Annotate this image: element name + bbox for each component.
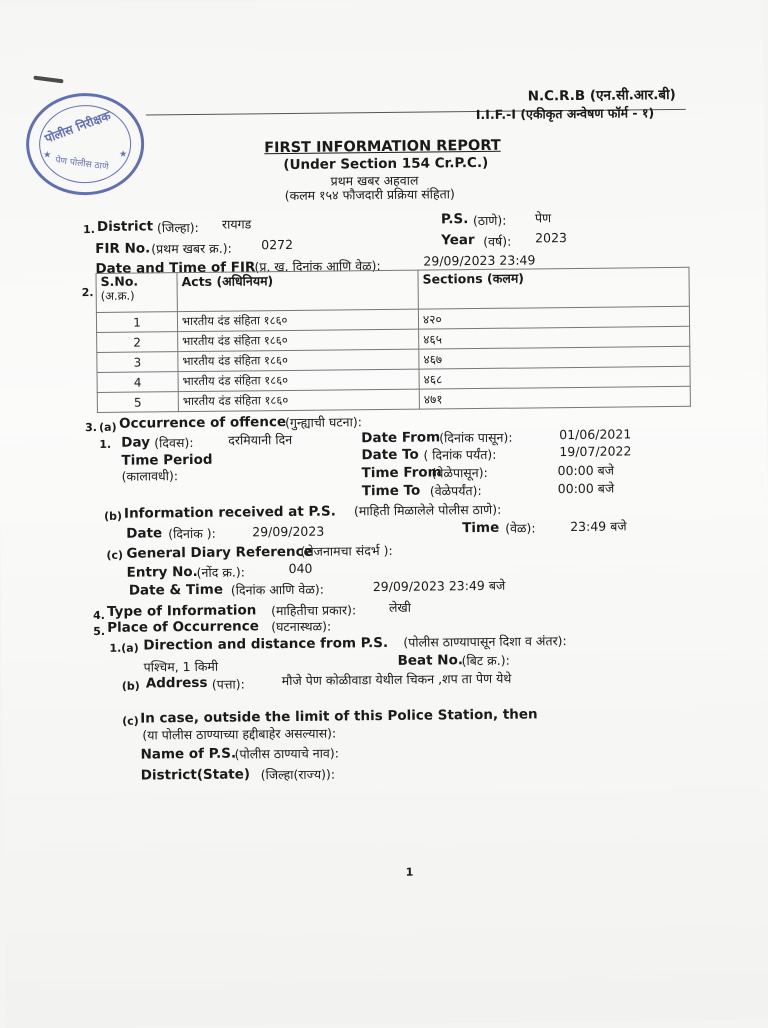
time-from-label-mr: (वेळेपासून):	[431, 464, 488, 481]
acts-table	[95, 267, 690, 413]
date-to-label-mr: ( दिनांक पर्यंत):	[423, 446, 497, 463]
day-label: Day	[121, 434, 151, 451]
occurrence-title: Occurrence of offence	[118, 414, 287, 432]
district-state-label: District(State)	[140, 766, 251, 784]
time-period-label-mr: (कालावधी):	[121, 468, 179, 484]
fir-datetime-label: Date and Time of FIR	[95, 259, 256, 278]
sno-cell: 5	[97, 392, 178, 413]
fir-no-label-mr: (प्रथम खबर क्र.):	[151, 240, 232, 257]
info-time-label-mr: (वेळ):	[505, 520, 536, 536]
day-value: दरमियानी दिन	[228, 431, 293, 448]
info-date-label-mr: (दिनांक ):	[168, 525, 216, 542]
address-value: मौजे पेण कोळीवाडा येथील चिकन ,शप ता पेण येथे	[281, 670, 512, 689]
direction-value: पश्चिम, 1 किमी	[143, 658, 219, 675]
section-cell: ४६८	[419, 366, 690, 389]
section-3a-label: (a)	[99, 420, 117, 434]
info-date-label: Date	[126, 525, 163, 542]
section-3b-label: (b)	[103, 509, 123, 523]
section-3c-label: (c)	[106, 548, 124, 562]
act-cell: भारतीय दंड संहिता १८६०	[178, 349, 419, 372]
sno-cell: 3	[97, 352, 178, 373]
gd-reference-title-mr: (रोजनामचा संदर्भ ):	[300, 542, 393, 559]
district-label: District	[96, 218, 154, 235]
year-label: Year	[441, 232, 475, 249]
ps-value: पेण	[534, 210, 552, 226]
act-cell: भारतीय दंड संहिता १८६०	[178, 369, 419, 392]
date-to-label: Date To	[361, 446, 419, 464]
date-to-value: 19/07/2022	[559, 443, 632, 460]
info-type-label-mr: (माहितीचा प्रकार):	[270, 602, 357, 619]
sno-cell: 4	[97, 372, 178, 393]
district-state-label-mr: (जिल्हा(राज्य)):	[260, 766, 336, 783]
info-received-title-mr: (माहिती मिळालेले पोलीस ठाणे):	[353, 501, 502, 519]
date-from-value: 01/06/2021	[559, 426, 632, 443]
iif-label: I.I.F.-I (एकीकृत अन्वेषण फॉर्म - १)	[475, 105, 655, 123]
report-subtitle-marathi: (कलम १५४ फौजदारी प्रक्रिया संहिता)	[284, 186, 455, 204]
sno-cell: 1	[96, 312, 177, 333]
time-to-label-mr: (वेळेपर्यंत):	[429, 482, 482, 499]
fir-no-label: FIR No.	[95, 240, 151, 258]
info-date-value: 29/09/2023	[252, 523, 325, 540]
entry-no-value: 040	[288, 560, 313, 577]
place-label-mr: (घटनास्थळ):	[271, 618, 332, 635]
section-5a-number: 1.(a)	[109, 641, 139, 655]
page-number: 1	[405, 865, 414, 879]
time-from-label: Time From	[361, 464, 442, 482]
act-cell: भारतीय दंड संहिता १८६०	[178, 329, 419, 352]
district-value: रायगड	[221, 216, 252, 232]
time-from-value: 00:00 बजे	[557, 462, 615, 479]
beat-no-label-mr: (बिट क्र.):	[461, 652, 510, 669]
time-period-label: Time Period	[121, 451, 213, 469]
section-cell: ४६५	[419, 326, 690, 349]
district-label-mr: (जिल्हा):	[156, 219, 199, 236]
date-from-label-mr: (दिनांक पासून):	[439, 429, 513, 446]
section-cell: ४७१	[419, 386, 690, 409]
section-4-number: 4.	[93, 608, 105, 623]
report-title: FIRST INFORMATION REPORT	[264, 137, 501, 157]
outside-limit-title: In case, outside the limit of this Police Station, then	[140, 706, 538, 727]
police-stamp: पोलीस निरीक्षक ★ ★ पेण पोलीस ठाणे	[26, 92, 145, 195]
section-cell: ४६७	[419, 346, 690, 369]
address-label: Address	[145, 674, 208, 692]
direction-label: Direction and distance from P.S.	[143, 634, 389, 654]
year-label-mr: (वर्ष):	[483, 233, 512, 249]
report-title-marathi: प्रथम खबर अहवाल	[330, 172, 419, 189]
ncrb-label: N.C.R.B (एन.सी.आर.बी)	[527, 86, 676, 105]
direction-label-mr: (पोलीस ठाण्यापासून दिशा व अंतर):	[403, 633, 567, 650]
sno-header: S.No.	[100, 273, 139, 289]
day-number: 1.	[99, 437, 112, 451]
gd-datetime-value: 29/09/2023 23:49 बजे	[372, 577, 506, 595]
beat-no-label: Beat No.	[397, 652, 464, 669]
acts-table-header	[96, 267, 689, 312]
info-time-label: Time	[462, 519, 500, 537]
section-3-number: 3.	[85, 421, 98, 435]
sno-header-mr: (अ.क्र.)	[100, 288, 135, 303]
ps-name-label: Name of P.S.	[140, 745, 237, 763]
gd-datetime-label-mr: (दिनांक आणि वेळ):	[230, 581, 324, 598]
section-cell: ४२०	[418, 306, 689, 329]
section-5-number: 5.	[93, 624, 106, 639]
year-value: 2023	[535, 230, 568, 246]
info-type-value: लेखी	[388, 599, 412, 615]
fir-datetime-value: 29/09/2023 23:49	[423, 252, 536, 269]
gd-reference-title: General Diary Reference	[126, 543, 313, 562]
fir-datetime-label-mr: (प्र. ख. दिनांक आणि वेळ):	[254, 258, 381, 275]
time-to-value: 00:00 बजे	[557, 480, 615, 497]
report-subtitle: (Under Section 154 Cr.P.C.)	[283, 154, 489, 174]
occurrence-title-mr: (गुन्ह्याची घटना):	[284, 414, 362, 431]
acts-header: Acts (अधिनियम)	[177, 270, 418, 312]
info-time-value: 23:49 बजे	[570, 518, 627, 535]
entry-no-label: Entry No.	[126, 563, 198, 581]
act-cell: भारतीय दंड संहिता १८६०	[177, 309, 418, 332]
pen-mark	[33, 76, 63, 84]
ps-label-mr: (ठाणे):	[472, 212, 507, 229]
entry-no-label-mr: (नोंद क्र.):	[196, 564, 246, 580]
section-5b-label: (b)	[121, 679, 140, 693]
act-cell: भारतीय दंड संहिता १८६०	[178, 389, 419, 412]
section-2-number: 2.	[81, 286, 94, 300]
time-to-label: Time To	[361, 482, 421, 500]
date-from-label: Date From	[361, 429, 441, 447]
gd-datetime-label: Date & Time	[128, 581, 224, 599]
section-5c-label: (c)	[122, 714, 139, 728]
sections-header: Sections (कलम)	[418, 267, 689, 309]
ps-name-label-mr: (पोलीस ठाण्याचे नाव):	[234, 745, 340, 762]
fir-no-value: 0272	[261, 236, 294, 253]
section-1-number: 1.	[82, 223, 95, 237]
info-type-label: Type of Information	[106, 602, 257, 620]
day-label-mr: (दिवस):	[154, 434, 194, 451]
ps-label: P.S.	[440, 211, 469, 228]
sno-cell: 2	[97, 332, 178, 353]
info-received-title: Information received at P.S.	[123, 503, 336, 522]
place-label: Place of Occurrence	[107, 618, 259, 636]
address-label-mr: (पत्ता):	[211, 676, 245, 692]
outside-limit-title-mr: (या पोलीस ठाण्याच्या हद्दीबाहेर असल्यास):	[142, 725, 337, 743]
